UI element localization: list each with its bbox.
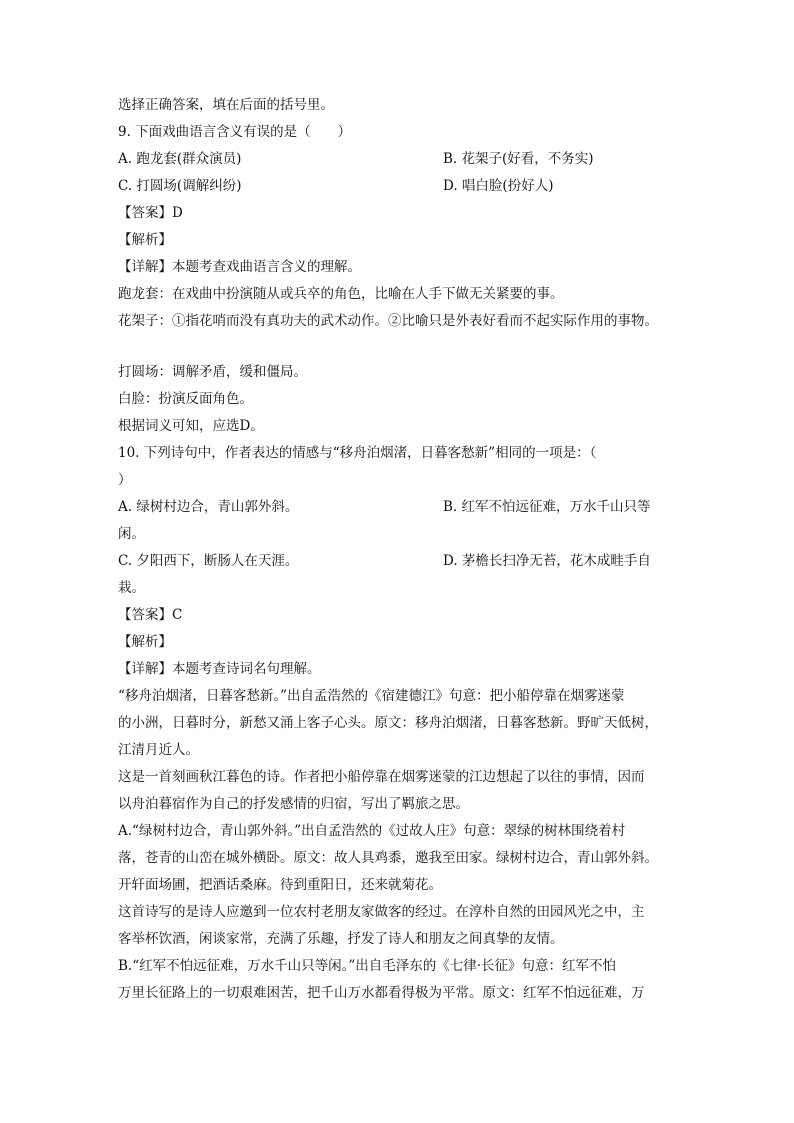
q10-para-3-line: 落，苍青的山峦在城外横卧。原文：故人具鸡黍，邀我至田家。绿树村边合，青山郭外斜。 <box>118 850 658 866</box>
q10-para-1-line: 的小洲，日暮时分，新愁又涌上客子心头。原文：移舟泊烟渚，日暮客愁新。野旷天低树， <box>118 715 658 731</box>
q9-explanation-2: 花架子：①指花哨而没有真功夫的武术动作。②比喻只是外表好看而不起实际作用的事物。 <box>118 313 658 329</box>
q9-conclusion: 根据词义可知，应选D。 <box>118 418 264 434</box>
q10-option-a: A. 绿树村边合，青山郭外斜。 <box>118 499 299 515</box>
q9-analysis-heading: 【解析】 <box>118 232 172 248</box>
q10-para-2-line: 以舟泊暮宿作为自己的抒发感情的归宿，写出了羁旅之思。 <box>118 796 469 812</box>
q10-stem: 10. 下列诗句中，作者表达的情感与“移舟泊烟渚，日暮客愁新”相同的一项是：（ <box>118 445 597 461</box>
q9-option-d: D. 唱白脸(扮好人) <box>443 178 554 194</box>
q10-options-row-1 <box>118 494 678 521</box>
document-page <box>118 92 678 1007</box>
q10-para-4-line: 客举杯饮酒，闲谈家常，充满了乐趣，抒发了诗人和朋友之间真挚的友情。 <box>118 931 564 947</box>
q9-answer: 【答案】D <box>118 205 183 221</box>
q10-stem-cont: ） <box>118 472 132 488</box>
q10-para-1-line: “移舟泊烟渚，日暮客愁新。”出自孟浩然的《宿建德江》句意：把小船停靠在烟雾迷蒙 <box>118 688 625 704</box>
q10-para-1-line: 江清月近人。 <box>118 742 199 758</box>
blank-gap <box>118 335 678 359</box>
q9-stem: 9. 下面戏曲语言含义有误的是（ ） <box>118 124 352 140</box>
q10-para-3-line: A.“绿树村边合，青山郭外斜。”出自孟浩然的《过故人庄》句意：翠绿的树林围绕着村 <box>118 823 626 839</box>
q10-answer: 【答案】C <box>118 607 183 623</box>
intro-text: 选择正确答案，填在后面的括号里。 <box>118 97 334 113</box>
q9-option-b: B. 花架子(好看，不务实) <box>443 151 594 167</box>
q10-analysis-heading: 【解析】 <box>118 634 172 650</box>
q9-explanation-1: 跑龙套：在戏曲中扮演随从或兵卒的角色，比喻在人手下做无关紧要的事。 <box>118 286 564 302</box>
q10-para-4-line: 这首诗写的是诗人应邀到一位农村老朋友家做客的经过。在淳朴自然的田园风光之中，主 <box>118 904 645 920</box>
q10-para-2-line: 这是一首刻画秋江暮色的诗。作者把小船停靠在烟雾迷蒙的江边想起了以往的事情，因而 <box>118 769 645 785</box>
q10-option-b: B. 红军不怕远征难，万水千山只等 <box>443 499 651 515</box>
q10-para-3-line: 开轩面场圃，把酒话桑麻。待到重阳日，还来就菊花。 <box>118 877 442 893</box>
q10-option-d: D. 茅檐长扫净无苔，花木成畦手自 <box>443 553 651 569</box>
q10-options-row-2 <box>118 548 678 575</box>
q9-option-a: A. 跑龙套(群众演员) <box>118 151 242 167</box>
q10-option-d-cont: 栽。 <box>118 580 145 596</box>
q9-options-row-1 <box>118 146 678 173</box>
q10-para-5-line: B.“红军不怕远征难，万水千山只等闲。”出自毛泽东的《七律·长征》句意：红军不怕 <box>118 958 617 974</box>
q9-option-c: C. 打圆场(调解纠纷) <box>118 178 242 194</box>
q10-detail: 【详解】本题考查诗词名句理解。 <box>118 661 321 677</box>
q9-explanation-4: 白脸：扮演反面角色。 <box>118 391 253 407</box>
q10-option-b-cont: 闲。 <box>118 526 145 542</box>
q9-options-row-2 <box>118 173 678 200</box>
q10-option-c: C. 夕阳西下，断肠人在天涯。 <box>118 553 299 569</box>
q9-detail: 【详解】本题考查戏曲语言含义的理解。 <box>118 259 361 275</box>
q9-explanation-3: 打圆场：调解矛盾，缓和僵局。 <box>118 364 307 380</box>
q10-para-5-line: 万里长征路上的一切艰难困苦，把千山万水都看得极为平常。原文：红军不怕远征难，万 <box>118 985 645 1001</box>
